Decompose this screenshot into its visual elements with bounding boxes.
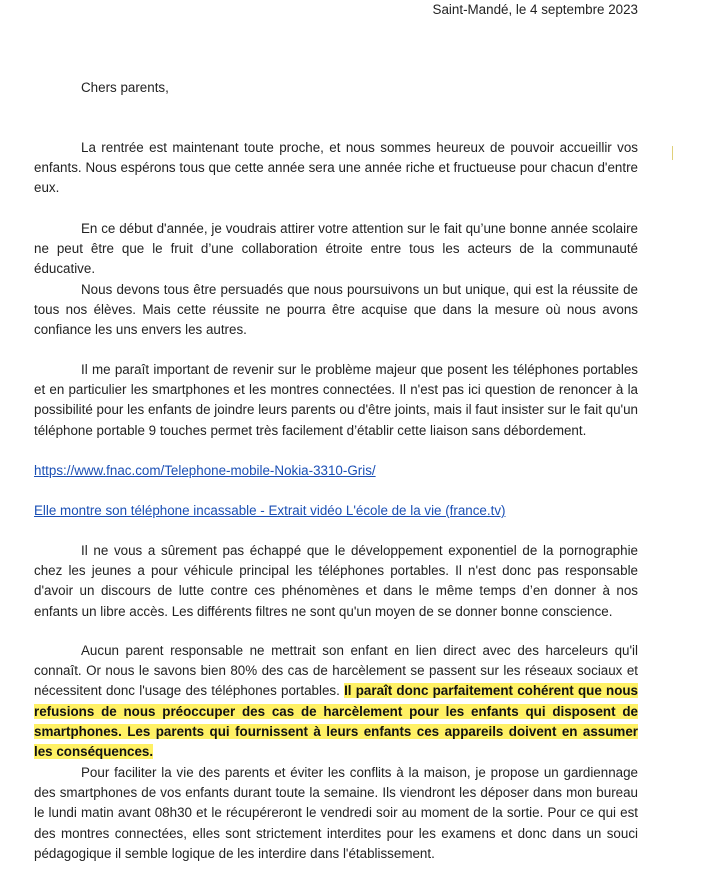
fnac-link[interactable]: https://www.fnac.com/Telephone-mobile-Nokia-3310-Gris/ bbox=[34, 463, 376, 478]
highlighted-text: Il paraît donc parfaitement cohérent que nous refusions de nous préoccuper des cas de harcèlement pour les enfants qui disposent de smartphones. Les parents qui fournissent à leurs enfants ces appareils doivent en assumer les conséquences. bbox=[34, 683, 639, 760]
greeting: Chers parents, bbox=[81, 80, 169, 95]
paragraph-pornography: Il ne vous a sûrement pas échappé que le développement exponentiel de la pornographie chez les jeunes a pour véhicule principal les téléphones portables. Il n'est donc pas responsable d'avoir un discours de lutte contre ces phénomènes et dans le même temps d’en donner à nos enfants un libre accès. Les différents filtres ne sont qu'un moyen de se donner bonne conscience. bbox=[34, 543, 638, 619]
paragraph-welcome: La rentrée est maintenant toute proche, et nous sommes heureux de pouvoir accueillir vos enfants. Nous espérons tous que cette année sera une année riche et fructueuse pour chacun d'entre eux. bbox=[34, 140, 638, 196]
paragraph-harassment: Aucun parent responsable ne mettrait son enfant en lien direct avec des harceleurs qu'il connaît. Or nous le savons bien 80% des cas de harcèlement se passent sur les réseaux sociaux et nécessitent donc l'usage des téléphones portables. Il paraît donc parfaitement cohérent que nous refusions de nous préoccuper des cas de harcèlement pour les enfants qui disposent de smartphones. Les parents qui fournissent à leurs enfants ces appareils doivent en assumer les conséquences. bbox=[34, 643, 639, 760]
text-cursor-mark bbox=[672, 146, 673, 160]
paragraph-trust: Nous devons tous être persuadés que nous poursuivons un but unique, qui est la réussite de tous nos élèves. Mais cette réussite ne pourra être acquise que dans la mesure où nous avons confiance les uns envers les autres. bbox=[34, 282, 638, 338]
paragraph-phones: Il me paraît important de revenir sur le problème majeur que posent les téléphones portables et en particulier les smartphones et les montres connectées. Il n'est pas ici question de renoncer à la possibilité pour les enfants de joindre leurs parents ou d'être joints, mais il faut insister sur le fait qu'un téléphone portable 9 touches permet très facilement d’établir cette liaison sans débordement. bbox=[34, 362, 638, 438]
paragraph-storage: Pour faciliter la vie des parents et éviter les conflits à la maison, je propose un gardiennage des smartphones de vos enfants durant toute la semaine. Ils viendront les déposer dans mon bureau le lundi matin avant 08h30 et le récupéreront le vendredi soir au moment de la sortie. Pour ce qui est des montres connectées, elles sont strictement interdites pour les examens et donc dans un souci pédagogique il semble logique de les interdire dans l'établissement. bbox=[34, 765, 638, 861]
video-link[interactable]: Elle montre son téléphone incassable - Extrait vidéo L'école de la vie (france.tv) bbox=[34, 503, 506, 518]
letter-date: Saint-Mandé, le 4 septembre 2023 bbox=[432, 2, 638, 17]
paragraph-collaboration: En ce début d'année, je voudrais attirer votre attention sur le fait qu’une bonne année scolaire ne peut être que le fruit d’une collaboration étroite entre tous les acteurs de la communauté éducative. bbox=[34, 221, 638, 277]
